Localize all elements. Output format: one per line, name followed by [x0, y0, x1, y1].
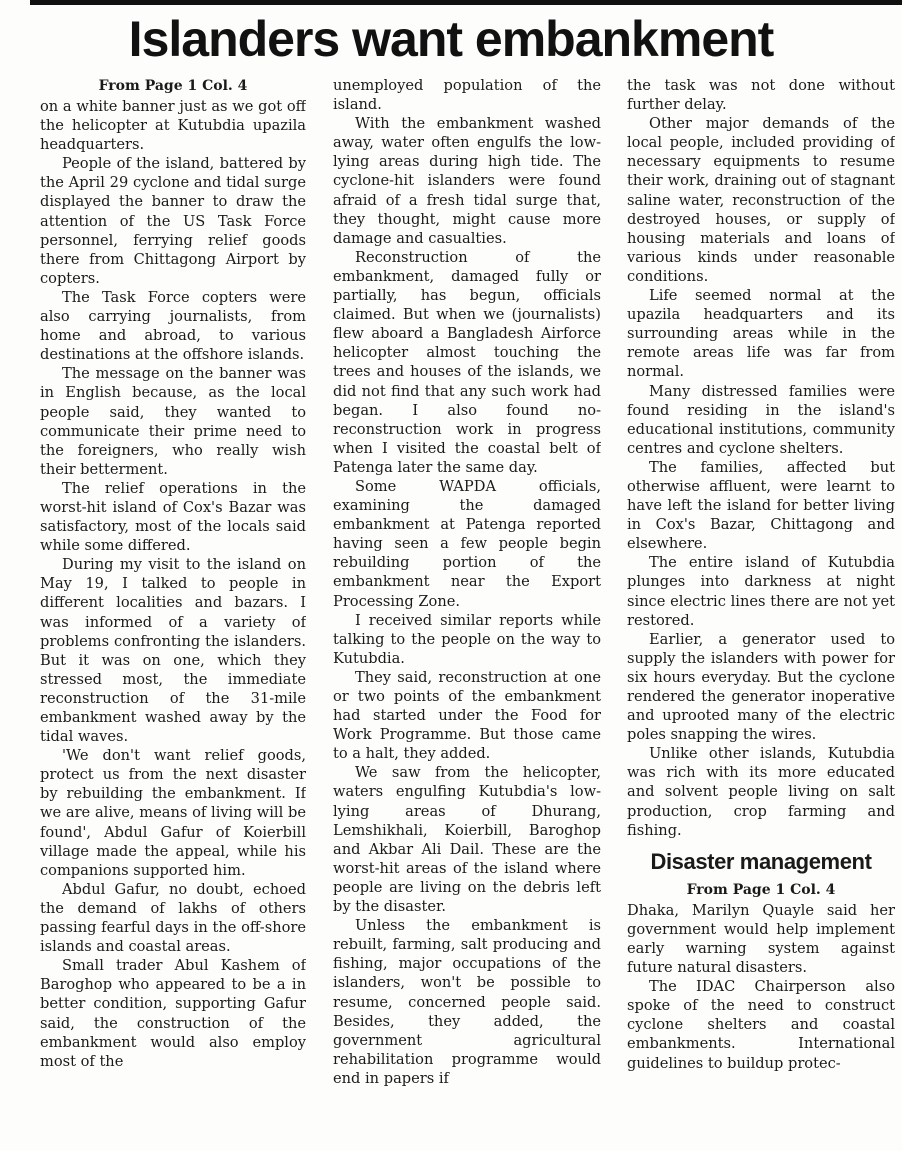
paragraph: I received similar reports while talking to the people on the way to Kutubdia. [333, 611, 601, 667]
paragraph: on a white banner just as we got off the helicopter at Kutubdia upazila headquarters. [40, 98, 306, 154]
paragraph: Many distressed families were found residing in the island's educational institutions, community centres and cyclone shelters. [627, 382, 895, 457]
paragraph: The entire island of Kutubdia plunges into darkness at night since electric lines there are not yet restored. [627, 554, 895, 629]
paragraph: Unlike other islands, Kutubdia was rich with its more educated and solvent people living on salt production, crop farming and fishing. [627, 745, 895, 839]
article-column-3 [627, 76, 895, 1151]
paragraph: Life seemed normal at the upazila headquarters and its surrounding areas while in the remote areas life was far from normal. [627, 287, 895, 381]
jump-line: From Page 1 Col. 4 [98, 78, 248, 94]
paragraph: Some WAPDA officials, examining the damaged embankment at Patenga reported having seen a few people begin rebuilding portion of the embankment near the Export Processing Zone. [333, 477, 601, 610]
paragraph: Other major demands of the local people, included providing of necessary equipments to resume their work, draining out of stagnant saline water, reconstruction of the destroyed houses, or supply of housing materials and loans of various kinds under reasonable conditions. [627, 115, 895, 285]
article-column-1 [40, 76, 306, 1151]
paragraph: Earlier, a generator used to supply the islanders with power for six hours everyday. But the cyclone rendered the generator inoperative and uprooted many of the electric poles snapping the wires. [627, 630, 895, 744]
paragraph: Abdul Gafur, no doubt, echoed the demand of lakhs of others passing fearful days in the off-shore islands and coastal areas. [40, 880, 306, 956]
paragraph: People of the island, battered by the April 29 cyclone and tidal surge displayed the banner to draw the attention of the US Task Force personnel, ferrying relief goods there from Chittagong Airport by copters. [40, 155, 306, 287]
paragraph: the task was not done without further delay. [627, 77, 895, 114]
headline: Islanders want embankment [128, 11, 774, 67]
top-rule [30, 0, 902, 5]
second-story-jump-line: From Page 1 Col. 4 [686, 881, 836, 898]
paragraph: They said, reconstruction at one or two points of the embankment had started under the Food for Work Programme. But those came to a halt, they added. [333, 668, 601, 763]
paragraph: The IDAC Chairperson also spoke of the need to construct cyclone shelters and coastal embankments. International guidelines to buildup protec- [627, 978, 895, 1072]
paragraph: Reconstruction of the embankment, damaged fully or partially, has begun, officials claimed. But when we (journalists) flew aboard a Bangladesh Airforce helicopter almost touching the trees and houses of the islands, we did not find that any such work had began. I also found no-reconstruction work in progress when I visited the coastal belt of Patenga later the same day. [333, 248, 601, 476]
article-column-2 [333, 76, 601, 1151]
paragraph: The Task Force copters were also carrying journalists, from home and abroad, to various destinations at the offshore islands. [40, 288, 306, 364]
paragraph: We saw from the helicopter, waters engulfing Kutubdia's low-lying areas of Dhurang, Lemshikhali, Koierbill, Baroghop and Akbar Ali Dail. These are the worst-hit areas of the island where people are living on the debris left by the disaster. [333, 764, 601, 916]
paragraph: Unless the embankment is rebuilt, farming, salt producing and fishing, major occupations of the islanders, won't be possible to resume, concerned people said. Besides, they added, the government agricultural rehabilitation programme would end in papers if [333, 917, 601, 1087]
paragraph: The families, affected but otherwise affluent, were learnt to have left the island for better living in Cox's Bazar, Chittagong and elsewhere. [627, 458, 895, 553]
paragraph: During my visit to the island on May 19, I talked to people in different localities and bazars. I was informed of a variety of problems confronting the islanders. But it was on one, which they stressed most, the immediate reconstruction of the 31-mile embankment washed away by the tidal waves. [40, 556, 306, 746]
paragraph: The message on the banner was in English because, as the local people said, they wanted to communicate their prime need to the foreigners, who really wish their betterment. [40, 365, 306, 478]
paragraph: Dhaka, Marilyn Quayle said her government would help implement early warning system against future natural disasters. [627, 901, 895, 977]
paragraph: Small trader Abul Kashem of Baroghop who appeared to be a in better condition, supporting Gafur said, the construction of the embankment would also employ most of the [40, 957, 306, 1070]
paragraph: 'We don't want relief goods, protect us from the next disaster by rebuilding the embankment. If we are alive, means of living will be found', Abdul Gafur of Koierbill village made the appeal, while his companions supported him. [40, 747, 306, 879]
paragraph: The relief operations in the worst-hit island of Cox's Bazar was satisfactory, most of the locals said while some differed. [40, 479, 306, 555]
paragraph: unemployed population of the island. [333, 77, 601, 114]
paragraph: With the embankment washed away, water often engulfs the low-lying areas during high tide. The cyclone-hit islanders were found afraid of a fresh tidal surge that, they thought, might cause more damage and casualties. [333, 115, 601, 247]
second-story-headline: Disaster management [650, 848, 872, 874]
